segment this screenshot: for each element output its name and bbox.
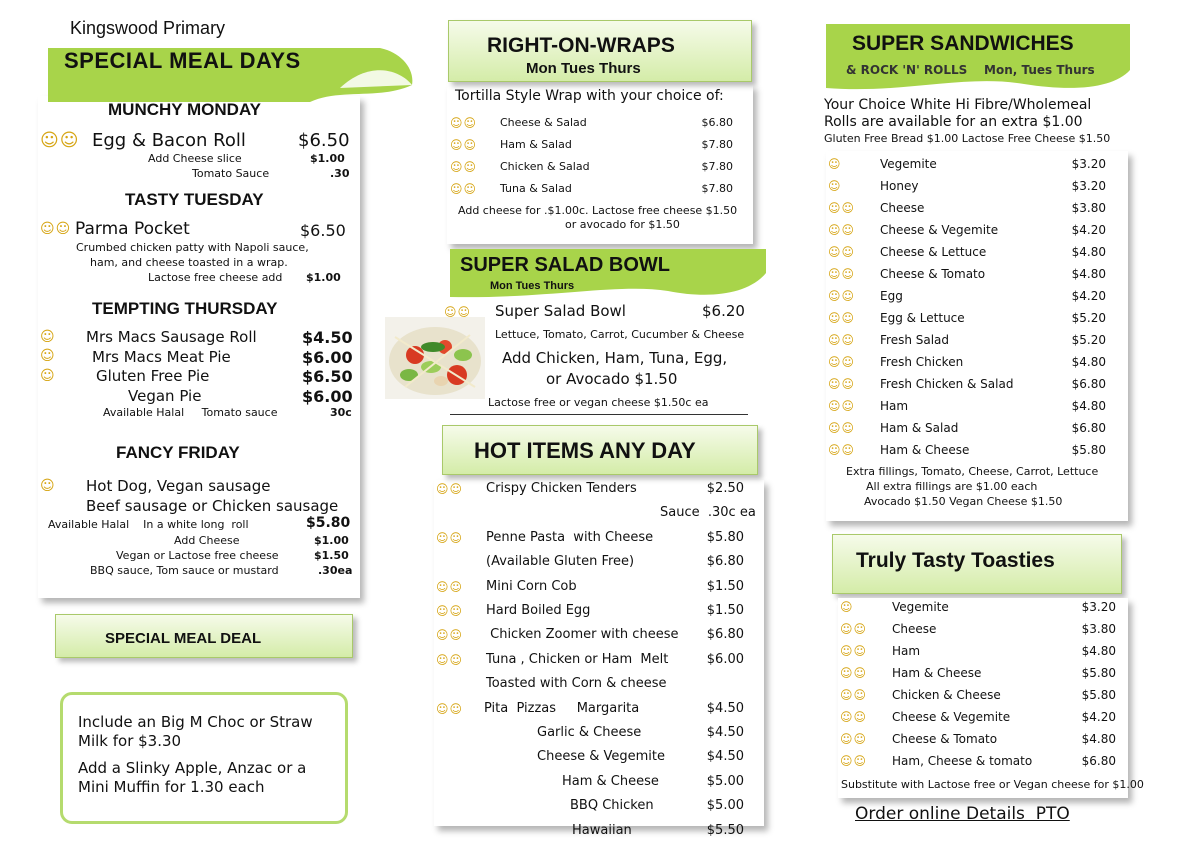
tuesday-price: $6.50 [300,221,346,240]
smile-icon: ☺☺ [828,223,856,237]
smile-icon: ☺☺ [828,443,856,457]
wraps-subtitle: Mon Tues Thurs [526,60,641,77]
smile-icon: ☺☺ [840,688,868,702]
smile-icon: ☺☺ [828,333,856,347]
menu-item-row [838,619,1124,639]
smile-icon: ☺☺ [436,482,464,496]
item-name: Fresh Chicken [880,355,964,369]
tuesday-extra-price: $1.00 [306,271,341,284]
item-price: $4.20 [1081,710,1116,724]
item-name: Vegemite [892,600,949,614]
monday-item: Egg & Bacon Roll [92,130,246,151]
thursday-price: $6.00 [302,387,353,406]
menu-item-row [448,135,743,155]
toasties-list [838,597,1124,773]
smile-icon: ☺☺ [436,701,464,716]
item-name: Ham & Cheese [562,773,659,789]
menu-item-row [838,685,1124,705]
menu-item-row [434,479,754,499]
tuesday-desc: ham, and cheese toasted in a wrap. [90,256,288,269]
wraps-note: or avocado for $1.50 [565,218,680,231]
salad-photo [385,317,485,399]
smile-icon: ☺ [828,179,842,193]
friday-extra: Add Cheese [174,534,240,547]
menu-item-row [826,176,1126,196]
menu-item-row [826,374,1126,394]
item-name: Garlic & Cheese [537,725,642,740]
thursday-price: $6.50 [302,367,353,386]
friday-line: Beef sausage or Chicken sausage [86,497,339,515]
sandwich-list [826,154,1126,462]
thursday-item: Gluten Free Pie [96,367,210,385]
smile-icon: ☺☺ [828,399,856,413]
menu-item-row [826,440,1126,460]
item-name: Ham & Salad [880,421,959,435]
item-name: Cheese [880,201,925,215]
deal-banner-title: SPECIAL MEAL DEAL [105,630,262,647]
item-price: $3.20 [1071,157,1106,171]
item-name: Cheese & Tomato [892,732,998,746]
item-price: $4.80 [1081,644,1116,658]
menu-item-row [826,198,1126,218]
item-name: Ham & Salad [500,138,572,151]
salad-add: or Avocado $1.50 [546,370,678,388]
menu-item-row [434,699,754,719]
deal-text: Add a Slinky Apple, Anzac or a Mini Muffin for 1.30 each [78,759,307,796]
thursday-item: Vegan Pie [128,387,202,405]
menu-item-row [434,601,754,621]
friday-extra-price: $1.50 [314,549,349,562]
menu-item-row [434,503,754,523]
smile-icon: ☺☺ [436,530,464,545]
item-price: $3.80 [1081,622,1116,636]
smile-icon: ☺ [40,348,56,364]
item-price: $6.80 [706,627,744,643]
smile-icon: ☺☺ [840,754,868,768]
item-price: $4.80 [1071,267,1106,281]
tuesday-item: Parma Pocket [75,219,190,239]
menu-item-row [434,625,754,645]
sandwich-title: SUPER SANDWICHES [852,32,1074,55]
thursday-heading: TEMPTING THURSDAY [92,299,278,318]
menu-item-row [434,552,754,572]
menu-item-row [434,821,754,841]
smile-icon: ☺☺ [828,377,856,391]
monday-extra: Tomato Sauce [192,167,270,180]
monday-heading: MUNCHY MONDAY [108,100,262,119]
menu-item-row [838,729,1124,749]
deal-box [60,692,348,824]
item-price: $7.80 [701,182,733,195]
item-price: $4.50 [706,725,744,740]
smile-icon: ☺☺ [450,138,478,152]
item-price: $6.80 [1081,754,1116,768]
item-price: $6.80 [701,116,733,129]
item-name: Cheese & Salad [500,116,587,129]
salad-subtitle: Mon Tues Thurs [490,280,575,292]
smile-icon: ☺☺ [840,732,868,746]
menu-item-row [838,663,1124,683]
item-price: $6.00 [706,651,744,667]
smile-icon: ☺☺ [444,305,472,319]
item-name: Cheese & Tomato [880,267,986,281]
smile-icon: ☺☺ [450,182,478,196]
item-price: $4.50 [706,749,744,765]
item-name: Sauce .30c ea [660,505,756,521]
thursday-price: $4.50 [302,328,353,347]
smile-icon: ☺☺ [40,130,80,151]
menu-item-row [448,113,743,133]
item-name: Tuna & Salad [500,182,572,195]
menu-item-row [826,396,1126,416]
menu-item-row [826,286,1126,306]
menu-item-row [448,157,743,177]
sandwich-intro: Gluten Free Bread $1.00 Lactose Free Cheese $1.50 [824,132,1111,145]
friday-price: $5.80 [306,515,351,531]
item-price: $3.20 [1081,600,1116,614]
item-name: Tuna , Chicken or Ham Melt [486,651,669,667]
thursday-note-price: 30c [330,406,352,419]
toasties-note: Substitute with Lactose free or Vegan cheese for $1.00 [841,778,1144,791]
friday-line: Hot Dog, Vegan sausage [86,477,271,495]
item-name: Ham & Cheese [880,443,970,457]
item-name: Vegemite [880,157,937,171]
thursday-item: Mrs Macs Meat Pie [92,348,231,366]
item-price: $4.80 [1071,245,1106,259]
menu-item-row [826,418,1126,438]
item-name: Fresh Salad [880,333,950,347]
smile-icon: ☺☺ [436,628,464,643]
wraps-list [448,113,743,201]
hot-title: HOT ITEMS ANY DAY [474,438,696,463]
monday-extra-price: $1.00 [310,152,345,165]
smile-icon: ☺☺ [450,160,478,174]
smile-icon: ☺ [40,329,56,345]
salad-add: Add Chicken, Ham, Tuna, Egg, [502,349,728,367]
friday-extra-price: $1.00 [314,534,349,547]
item-name: (Available Gluten Free) [486,554,635,570]
smile-icon: ☺ [40,368,56,384]
item-price: $1.50 [706,578,744,594]
smile-icon: ☺☺ [436,579,464,594]
smile-icon: ☺☺ [828,267,856,281]
monday-price: $6.50 [298,130,350,151]
wraps-intro: Tortilla Style Wrap with your choice of: [455,88,724,104]
smile-icon: ☺☺ [40,221,72,237]
menu-item-row [434,674,754,694]
sandwich-extra: Extra fillings, Tomato, Cheese, Carrot, Lettuce [846,465,1099,478]
deal-text: Include an Big M Choc or Straw Milk for $3.30 [78,713,313,750]
smile-icon: ☺☺ [828,421,856,435]
smile-icon: ☺☺ [828,289,856,303]
smile-icon: ☺☺ [840,644,868,658]
item-price: $5.20 [1071,311,1106,325]
special-banner-title: SPECIAL MEAL DAYS [64,48,301,73]
item-name: Ham, Cheese & tomato [892,754,1033,768]
tuesday-desc: Crumbed chicken patty with Napoli sauce, [76,241,309,254]
monday-extra-price: .30 [330,167,350,180]
tuesday-heading: TASTY TUESDAY [125,190,264,209]
item-name: Pita Pizzas Margarita [484,700,640,716]
item-price: $5.00 [706,773,744,789]
school-name: Kingswood Primary [70,18,226,38]
menu-item-row [826,242,1126,262]
menu-item-row [826,352,1126,372]
salad-title: SUPER SALAD BOWL [460,254,670,276]
item-name: Hard Boiled Egg [486,603,591,618]
smile-icon: ☺☺ [436,652,464,667]
menu-item-row [434,577,754,597]
smile-icon: ☺☺ [840,622,868,636]
menu-item-row [434,772,754,792]
sandwich-extra: Avocado $1.50 Vegan Cheese $1.50 [864,495,1063,508]
smile-icon: ☺☺ [450,116,478,130]
item-name: Cheese & Vegemite [892,710,1011,724]
smile-icon: ☺ [828,157,842,171]
menu-item-row [434,650,754,670]
item-price: $4.20 [1071,289,1106,303]
item-price: $2.50 [706,481,744,496]
item-price: $5.80 [1081,666,1116,680]
menu-item-row [838,707,1124,727]
sandwich-intro: Rolls are available for an extra $1.00 [824,114,1083,130]
sandwich-intro: Your Choice White Hi Fibre/Wholemeal [824,97,1092,113]
item-name: Chicken & Salad [500,160,590,173]
item-price: $1.50 [706,603,744,618]
salad-desc: Lettuce, Tomato, Carrot, Cucumber & Cheese [495,328,745,341]
item-name: Cheese & Vegemite [880,223,999,237]
salad-price: $6.20 [702,302,745,320]
toasties-title: Truly Tasty Toasties [856,549,1055,572]
item-name: BBQ Chicken [570,798,654,814]
item-price: $6.80 [1071,421,1106,435]
item-price: $5.80 [706,529,744,545]
menu-item-row [434,528,754,548]
item-price: $3.80 [1071,201,1106,215]
item-price: $5.00 [706,798,744,814]
item-price: $5.20 [1071,333,1106,347]
menu-item-row [826,308,1126,328]
smile-icon: ☺☺ [828,245,856,259]
order-online-link[interactable]: Order online Details PTO [855,804,1070,824]
friday-extra-price: .30ea [318,564,353,577]
menu-item-row [826,154,1126,174]
item-name: Ham & Cheese [892,666,982,680]
sandwich-extra: All extra fillings are $1.00 each [866,480,1038,493]
thursday-price: $6.00 [302,348,353,367]
item-price: $7.80 [701,138,733,151]
menu-item-row [448,179,743,199]
item-price: $6.80 [1071,377,1106,391]
item-price: $4.80 [1081,732,1116,746]
item-price: $4.80 [1071,355,1106,369]
item-name: Chicken & Cheese [892,688,1001,702]
item-price: $4.20 [1071,223,1106,237]
menu-item-row [434,723,754,743]
menu-item-row [434,796,754,816]
menu-item-row [838,751,1124,771]
menu-item-row [826,330,1126,350]
item-name: Cheese & Vegemite [537,749,665,765]
item-name: Egg & Lettuce [880,311,965,325]
item-name: Ham [892,644,921,658]
smile-icon: ☺☺ [840,710,868,724]
menu-item-row [826,220,1126,240]
item-name: Hawaiian [572,822,632,838]
item-price: $5.80 [1071,443,1106,457]
smile-icon: ☺☺ [436,604,464,618]
menu-item-row [826,264,1126,284]
item-name: Chicken Zoomer with cheese [486,627,679,643]
salad-item: Super Salad Bowl [495,302,626,320]
item-price: $7.80 [701,160,733,173]
salad-divider [450,414,748,415]
smile-icon: ☺☺ [828,311,856,325]
item-price: $5.50 [706,822,744,838]
item-name: Crispy Chicken Tenders [486,481,637,496]
thursday-note: Available Halal Tomato sauce [103,406,278,419]
hot-list [434,479,756,838]
menu-item-row [838,597,1124,617]
menu-item-row [838,641,1124,661]
thursday-item: Mrs Macs Sausage Roll [86,328,257,346]
item-price: $4.50 [706,700,744,716]
item-name: Egg [880,289,903,303]
item-price: $3.20 [1071,179,1106,193]
friday-extra: Vegan or Lactose free cheese [116,549,279,562]
item-name: Mini Corn Cob [486,578,577,594]
sandwich-subtitle: & ROCK 'N' ROLLS Mon, Tues Thurs [846,63,1095,77]
item-name: Cheese [892,622,937,636]
menu-item-row [434,747,754,767]
wraps-title: RIGHT-ON-WRAPS [487,34,675,57]
item-price: $4.80 [1071,399,1106,413]
friday-line: Available Halal In a white long roll [48,518,249,531]
item-name: Penne Pasta with Cheese [486,529,654,545]
item-name: Toasted with Corn & cheese [486,676,667,692]
tuesday-extra: Lactose free cheese add [148,271,283,284]
smile-icon: ☺ [40,478,56,494]
smile-icon: ☺☺ [828,355,856,369]
smile-icon: ☺☺ [840,666,868,680]
wraps-note: Add cheese for .$1.00c. Lactose free cheese $1.50 [458,204,738,217]
smile-icon: ☺☺ [828,201,856,215]
friday-extra: BBQ sauce, Tom sauce or mustard [90,564,279,577]
item-name: Fresh Chicken & Salad [880,377,1014,391]
smile-icon: ☺ [840,600,854,614]
item-name: Ham [880,399,909,413]
item-price: $6.80 [706,554,744,570]
monday-extra: Add Cheese slice [148,152,242,165]
salad-note: Lactose free or vegan cheese $1.50c ea [488,396,709,409]
item-name: Honey [880,179,919,193]
item-price: $5.80 [1081,688,1116,702]
item-name: Cheese & Lettuce [880,245,987,259]
friday-heading: FANCY FRIDAY [116,443,240,462]
